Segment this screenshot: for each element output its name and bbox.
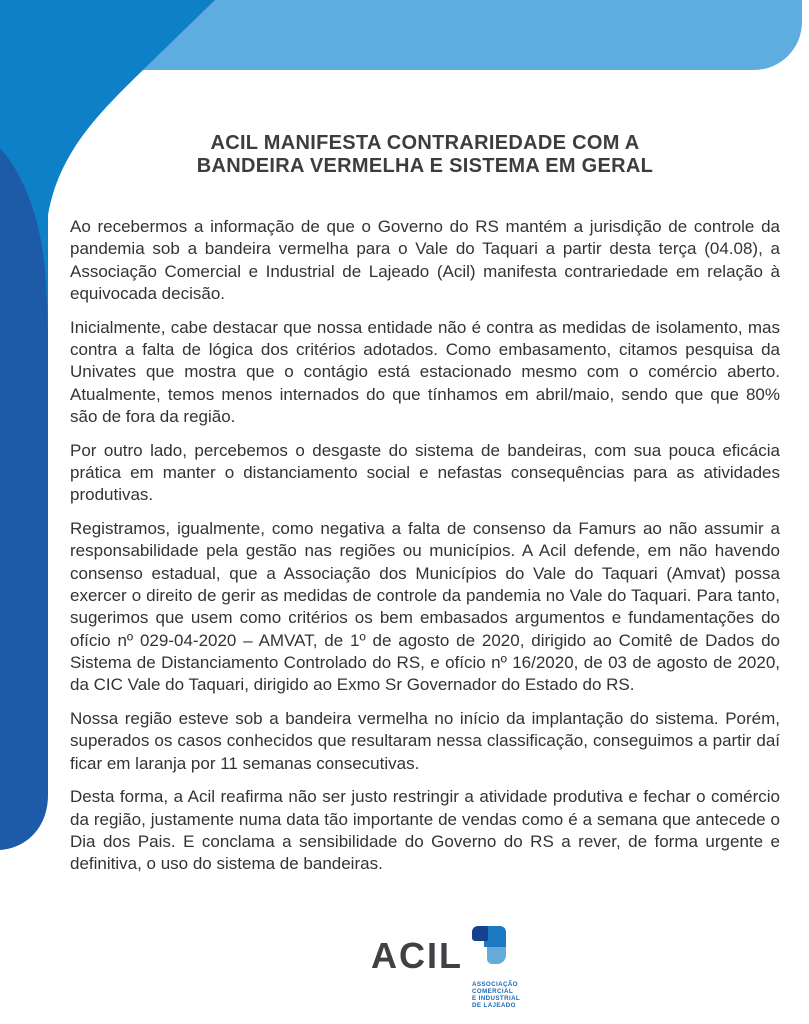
acil-logo xyxy=(371,926,520,1009)
accent-dark-blue-shape xyxy=(0,148,48,850)
article-paragraph-2: Inicialmente, cabe destacar que nossa entidade não é contra as medidas de isolamento, mas contra a falta de lógica dos critérios adotados. Como embasamento, citamos pesquisa da Univates que mostra que o contágio está estacionado mesmo com o comércio aberto. Atualmente, temos menos internados do que tínhamos em abril/maio, sendo que que 80% são de fora da região. xyxy=(70,317,780,426)
logo-subtext-line2: COMERCIAL xyxy=(472,988,514,995)
article-paragraph-3: Por outro lado, percebemos o desgaste do sistema de bandeiras, com sua pouca eficácia prática em manter o distanciamento social e nefastas consequências para as atividades produtivas. xyxy=(70,440,780,505)
logo-subtext-line3: E INDUSTRIAL xyxy=(472,995,521,1002)
article xyxy=(70,70,780,887)
acil-logo-right-column xyxy=(472,926,520,1009)
article-paragraph-1: Ao recebermos a informação de que o Governo do RS mantém a jurisdição de controle da pandemia sob a bandeira vermelha para o Vale do Taquari a partir desta terça (04.08), a Associação Comercial e Industrial de Lajeado (Acil) manifesta contrariedade em relação à equivocada decisão. xyxy=(70,217,780,303)
acil-logo-subtext xyxy=(472,981,520,1009)
logo-navy-block xyxy=(472,926,488,941)
acil-wordmark: ACIL xyxy=(371,935,463,976)
article-paragraph-5: Nossa região esteve sob a bandeira vermelha no início da implantação do sistema. Porém, superados os casos conhecidos que resultaram nessa classificação, conseguimos a partir daí ficar em laranja por 11 semanas consecutivas. xyxy=(70,708,780,773)
article-paragraph-4: Registramos, igualmente, como negativa a falta de consenso da Famurs ao não assumir a responsabilidade pela gestão nas regiões ou municípios. A Acil defende, em não havendo consenso estadual, que a Associação dos Municípios do Vale do Taquari (Amvat) possa exercer o direito de gerir as medidas de controle da pandemia no Vale do Taquari. Para tanto, sugerimos que usem como critérios os bem embasados argumentos e fundamentações do ofício nº 029-04-2020 – AMVAT, de 1º de agosto de 2020, dirigido ao Comitê de Dados do Sistema de Distanciamento Controlado do RS, e ofício nº 16/2020, de 03 de agosto de 2020, da CIC Vale do Taquari, dirigido ao Exmo Sr Governador do Estado do RS. xyxy=(70,519,780,695)
article-title-line1: ACIL MANIFESTA CONTRARIEDADE COM A xyxy=(210,132,640,154)
article-paragraph-6: Desta forma, a Acil reafirma não ser justo restringir a atividade produtiva e fechar o comércio da região, justamente numa data tão importante de vendas como é a semana que antecede o Dia dos Pais. E conclama a sensibilidade do Governo do RS a rever, de forma urgente e definitiva, o uso do sistema de bandeiras. xyxy=(70,787,780,874)
logo-subtext-line4: DE LAJEADO xyxy=(472,1002,516,1009)
acil-logo-mark-icon xyxy=(472,926,506,964)
article-title-line2: BANDEIRA VERMELHA E SISTEMA EM GERAL xyxy=(196,155,654,177)
logo-subtext-line1: ASSOCIAÇÃO xyxy=(472,981,518,988)
article-title xyxy=(70,132,780,178)
